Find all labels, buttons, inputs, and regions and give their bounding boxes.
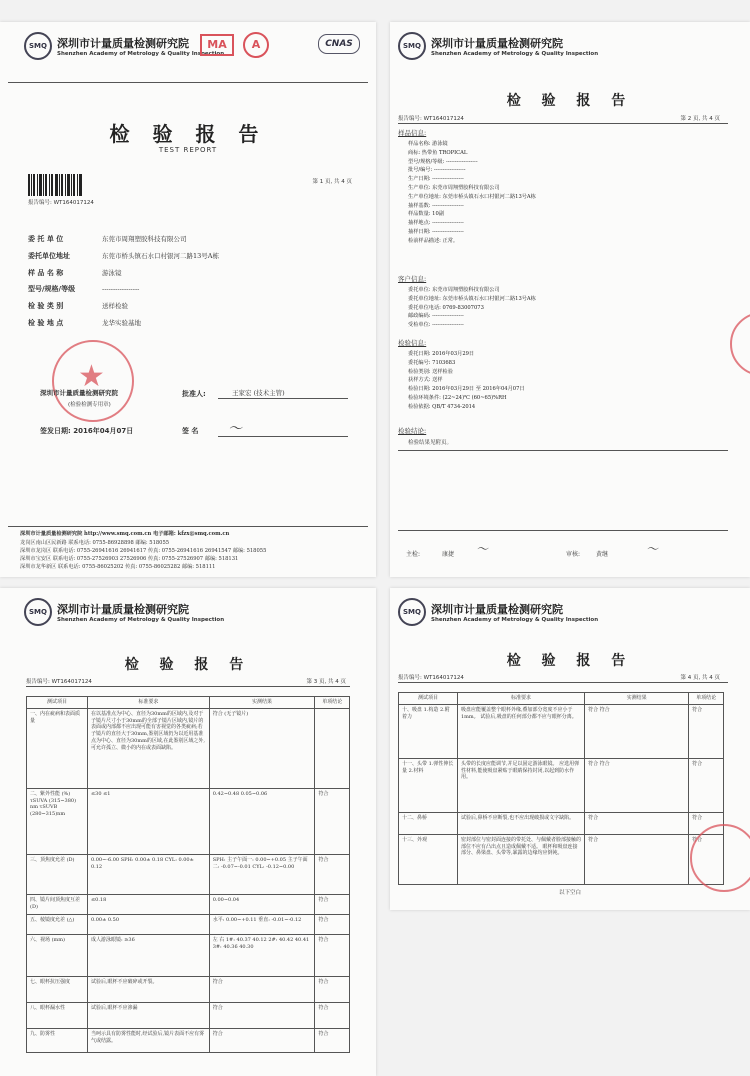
table-header-row: 测试项目 标准要求 实测结果 单项结论: [399, 693, 724, 705]
table-row: 十三、外观 密封部位与密封面连接的带托处、与佩戴者脸部接触的部位不应有凸出点且造成佩戴不适。 眼杯和吸盘连接部分、鼻梁盘、头带等,暴露的边缘均应倒钝。 符合 符合: [399, 834, 724, 884]
footer-line: 深圳市计量质量检测研究院 http://www.smq.com.cn 电子邮箱: kfzx@smq.com.cn: [20, 531, 230, 537]
report-page-2: [390, 22, 750, 577]
barcode-icon: [28, 174, 82, 196]
cal-mark-icon: A: [243, 32, 269, 58]
inspector-value: 康捷: [442, 551, 455, 558]
table-row: 一、内在疵病和表面质量 在以基准点为中心、直径为30mm的区域内,及对于子镜片尺寸小于30mm的全部子镜片区域内,镜片的表面或内部都不应出现可能有害视觉的各类疵病;若子镜片的直径大于30mm,鉴别区域仍为以近用基准点为中心、直径为30mm的区域,在此鉴别区域之外,可允许孤立、微小的内在或表面缺陷。 符合 (无子镜片): [27, 708, 350, 788]
page-title: 检 验 报 告: [109, 122, 267, 146]
conclusion-rule: [398, 450, 728, 451]
table-row: 五、棱镜度允差 (△) 0.00± 0.50 水平: 0.00~+0.11 垂直: -0.01~-0.12 符合: [27, 914, 350, 934]
results-table: [26, 696, 350, 1053]
field-row: 委托单位地址 东莞市桥头镇石水口村银河二路13号A栋: [28, 251, 219, 260]
page-number: 第 2 页, 共 4 页: [680, 116, 720, 122]
cnas-mark-icon: CNAS: [318, 34, 360, 54]
client-info: 委托单位: 东莞市周翔塑胶科技有限公司 委托单位地址: 东莞市桥头镇石水口村银河二路13号A栋 委托单位电话: 0769-83007073 邮政编码: ------------------ 受检单位: ------------------: [408, 287, 536, 329]
client-section-header: 客户信息:: [398, 275, 427, 283]
org-name-cn: 深圳市计量质量检测研究院: [57, 37, 189, 50]
stamp-subtitle: (检验检测专用章): [68, 402, 111, 408]
field-row: 检 验 地 点 龙华实验基地: [28, 318, 141, 327]
signature-image: 〜: [228, 421, 242, 437]
stamp-org-name: 深圳市计量质量检测研究院: [40, 389, 118, 397]
table-row: 十、吸盘 1.构造 2.附着力 吸盘应能覆盖整个眼杯外缘,叠加部分宽度不应小于1mm。 试验后,吸盘的任何部分都不应与眼杯分离。 符合 符合 符合: [399, 704, 724, 758]
inspector-signature: 〜: [476, 542, 489, 556]
star-icon: ★: [78, 359, 105, 394]
reviewer-label: 审核:: [566, 551, 581, 558]
page-title: 检 验 报 告: [124, 657, 252, 673]
org-name-cn: 深圳市计量质量检测研究院: [431, 37, 563, 50]
footer-line: 深圳市龙岗区 联系电话: 0755-26941616 26941617 传真: 0755-26941616 26941547 邮编: 518055: [20, 548, 267, 554]
test-info: 委托日期: 2016年03月29日 委托编号: 7103683 检验类别: 送样检验 获样方式: 送样 检验日期: 2016年03月29日 至 2016年04月07日 检验环境条件: (22~24)℃ (60~65)%RH 检验依据: QB/T 4734-2014: [408, 351, 525, 410]
table-header-row: 测试项目 标准要求 实测结果 单项结论: [27, 697, 350, 709]
org-name-cn: 深圳市计量质量检测研究院: [431, 603, 563, 616]
table-row: 六、视场 (mm) 成人游泳眼镜: ≥36 左 右 1#: 40.37 40.12 2#: 40.42 40.41 3#: 40.36 40.30 符合: [27, 934, 350, 976]
report-number: 报告编号: WT164017124: [398, 116, 464, 122]
smq-logo-icon: SMQ: [398, 598, 426, 626]
report-number: 报告编号: WT164017124: [28, 200, 94, 206]
official-stamp: [690, 824, 750, 892]
table-row: 十一、头带 1.弹性伸长量 2.材料 头带的长度应能调节,并足以固定游泳眼镜。 应选用弹性材料,能使吸盘紧贴于眼睛保持封闭,以起到防水作用。 符合 符合 符合: [399, 758, 724, 812]
results-table: [398, 692, 724, 885]
test-section-header: 检验信息:: [398, 339, 427, 347]
page-title: 检 验 报 告: [506, 93, 634, 109]
page-number: 第 1 页, 共 4 页: [312, 179, 352, 185]
end-note: 以下空白: [558, 890, 581, 896]
header-rule: [398, 123, 728, 124]
org-header: [390, 588, 750, 626]
footer-line: 龙岗区南山区民新路 联系电话: 0755-86928898 邮编: 518055: [20, 540, 170, 546]
official-stamp: [730, 312, 750, 376]
report-page-3: [0, 588, 376, 1076]
page-number: 第 4 页, 共 4 页: [680, 675, 720, 681]
org-header: [0, 588, 376, 626]
reviewer-signature: 〜: [646, 542, 659, 556]
page-subtitle: TEST REPORT: [158, 146, 218, 154]
table-row: 七、眼杯抗压强度 试验后,眼杯不应破碎或开裂。 符合 符合: [27, 976, 350, 1002]
sample-info: 样品名称: 游泳镜 商标: 热带鱼 TROPICAL 型号/规格/等级: ------------------ 批号/编号: ------------------ 生产日期: ------------------ 生产单位: 东莞市周翔塑胶科技有限公司 生产单位地址: 东莞市桥头镇石水口村银河二路13号A栋 抽样基数: ------------------ 样品数量: 10副 抽样地点: ------------------ 抽样日期: ------------------ 检前样品描述: 正常。: [408, 141, 536, 244]
report-page-4: [390, 588, 750, 910]
header-rule: [26, 686, 350, 687]
org-name-cn: 深圳市计量质量检测研究院: [57, 603, 189, 616]
smq-logo-icon: SMQ: [24, 598, 52, 626]
footer-rule: [8, 526, 368, 527]
smq-logo-icon: SMQ: [398, 32, 426, 60]
conclusion-text: 检验结果见附页。: [408, 440, 453, 446]
field-row: 型号/规格/等级 -----------------: [28, 285, 140, 294]
footer-rule: [398, 530, 728, 531]
client-fields: [28, 234, 348, 335]
table-row: 三、顶焦度允差 (D) 0.00~-6.00 SPH: 0.00± 0.18 CYL: 0.00± 0.12 SPH: 主子午面一: 0.00~+0.05 主子午面二: -0.07~-0.01 CYL: -0.12~0.00 符合: [27, 854, 350, 894]
page-title: 检 验 报 告: [506, 653, 634, 669]
sign-rule: [218, 436, 348, 437]
sample-section-header: 样品信息:: [398, 129, 427, 137]
org-name-en: Shenzhen Academy of Metrology & Quality Inspection: [57, 617, 225, 623]
report-page-1: [0, 22, 376, 577]
org-name-en: Shenzhen Academy of Metrology & Quality Inspection: [431, 51, 599, 57]
field-row: 样 品 名 称 游泳镜: [28, 268, 122, 277]
conclusion-section-header: 检验结论:: [398, 427, 427, 435]
footer-line: 深圳市龙华新区 联系电话: 0755-86025202 传真: 0755-86025282 邮编: 518111: [20, 564, 216, 570]
header-rule: [8, 82, 368, 83]
table-row: 四、镜片间顶焦度互差 (D) ≤0.18 0.00~0.04 符合: [27, 894, 350, 914]
report-number: 报告编号: WT164017124: [26, 679, 92, 685]
header-rule: [398, 682, 728, 683]
approver-rule: [218, 398, 348, 399]
table-row: 八、眼杯漏水性 试验后,眼杯不应渗漏 符合 符合: [27, 1002, 350, 1028]
footer-line: 深圳市宝安区 联系电话: 0755-27526903 27526906 传真: 0755-27526907 邮编: 518131: [20, 556, 239, 562]
table-row: 十二、鼻桥 试验后,鼻桥不应断裂,也不应出现破损或文字缺陷。 符合 符合: [399, 812, 724, 834]
inspector-label: 主检:: [406, 551, 421, 558]
org-name-en: Shenzhen Academy of Metrology & Quality Inspection: [431, 617, 599, 623]
official-stamp: [52, 340, 134, 422]
report-number: 报告编号: WT164017124: [398, 675, 464, 681]
field-row: 委 托 单 位 东莞市周翔塑胶科技有限公司: [28, 235, 187, 243]
reviewer-value: 黄继: [596, 551, 609, 558]
sign-label: 签 名: [182, 427, 199, 435]
page-number: 第 3 页, 共 4 页: [306, 679, 346, 685]
sign-date: 签发日期: 2016年04月07日: [40, 427, 134, 435]
approver-label: 批准人:: [182, 390, 206, 398]
cma-mark-icon: MA: [200, 34, 234, 56]
approver-value: 王家宏 (技术主管): [232, 389, 285, 397]
field-row: 检 验 类 别 送样检验: [28, 302, 128, 311]
table-row: 二、紫外性能 (%) τSUVA (315~380) nm τSUVB (280~315)nm ≤30 ≤1 0.42~0.48 0.05~0.06 符合: [27, 788, 350, 854]
table-row: 九、防雾性 当呵示具有防雾性能时,经试验后,镜片表面不应有雾气或结露。 符合 符合: [27, 1028, 350, 1052]
org-name-en: Shenzhen Academy of Metrology & Quality Inspection: [57, 51, 225, 57]
org-header: [390, 22, 750, 60]
smq-logo-icon: SMQ: [24, 32, 52, 60]
